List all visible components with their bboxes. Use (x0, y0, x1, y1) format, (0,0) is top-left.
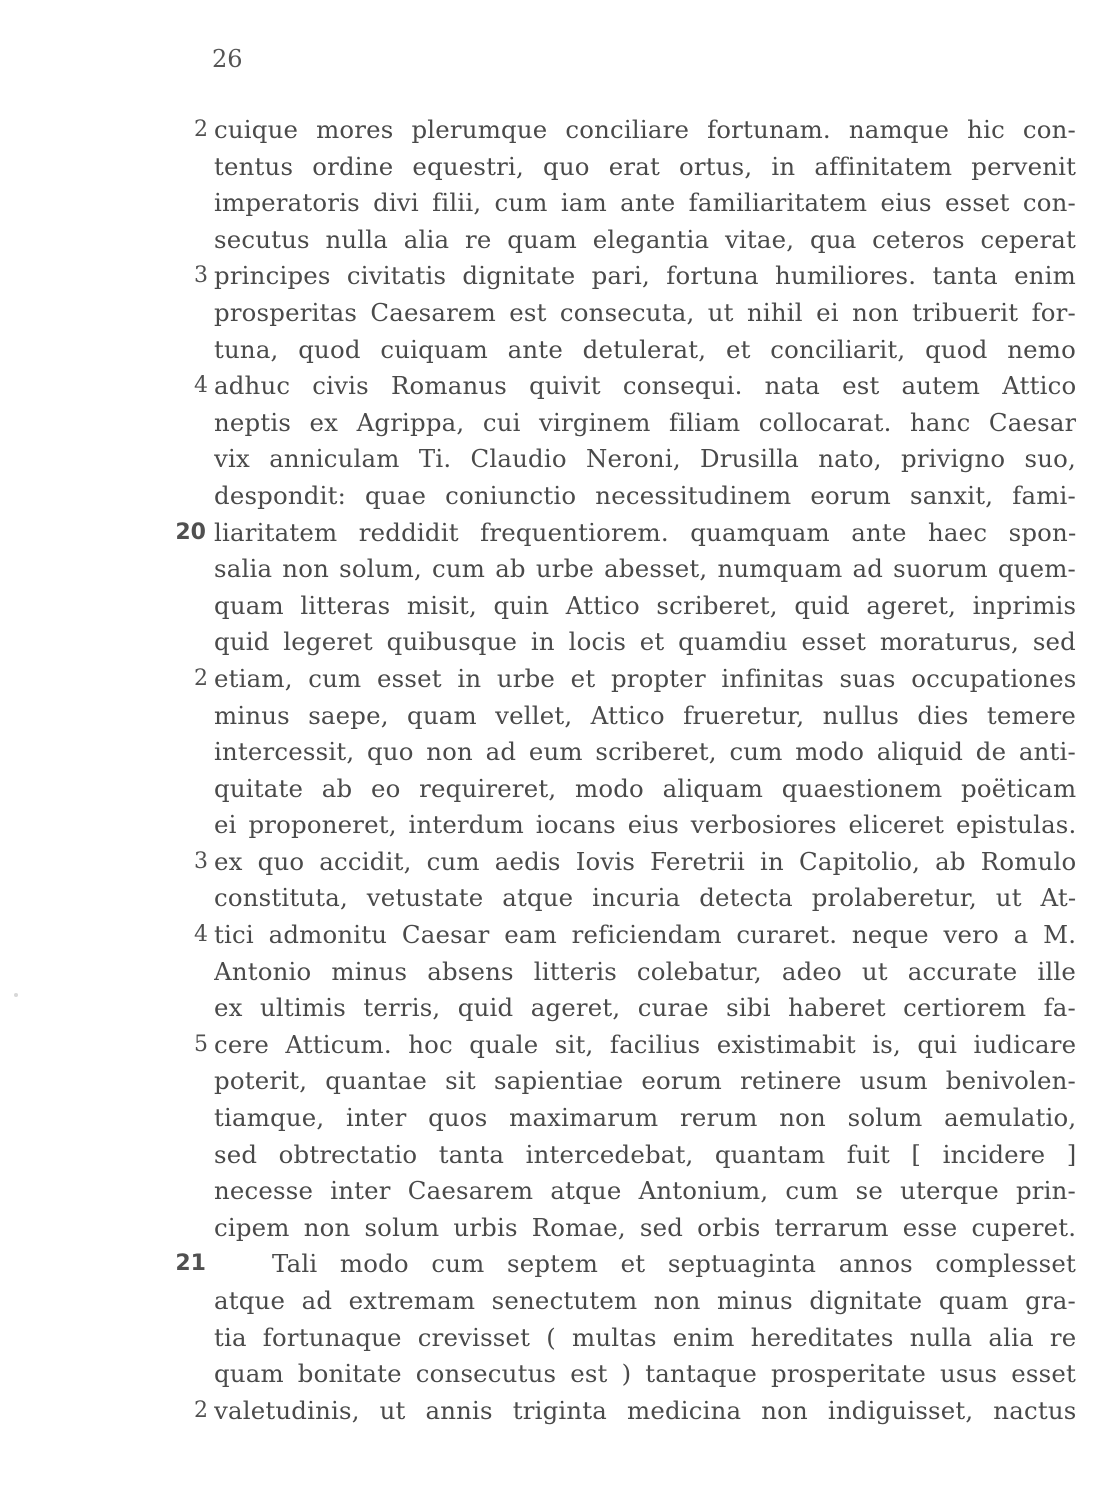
text-line (0, 478, 1108, 515)
line-text: cipem non solum urbis Romae, sed orbis terrarum esse cuperet. (214, 1212, 1076, 1242)
text-line (0, 185, 1108, 222)
line-text: prosperitas Caesarem est consecuta, ut nihil ei non tribuerit for- (214, 297, 1076, 327)
line-text: ex quo accidit, cum aedis Iovis Feretrii in Capitolio, ab Romulo (214, 846, 1076, 876)
line-text: necesse inter Caesarem atque Antonium, cum se uterque prin- (214, 1176, 1076, 1206)
section-number: 2 (194, 1397, 208, 1423)
text-line (0, 1210, 1108, 1247)
line-text: intercessit, quo non ad eum scriberet, cum modo aliquid de anti- (214, 737, 1076, 767)
text-line (0, 405, 1108, 442)
text-line (0, 1137, 1108, 1174)
line-text: despondit: quae coniunctio necessitudinem eorum sanxit, fami- (214, 480, 1076, 510)
line-text: etiam, cum esset in urbe et propter infinitas suas occupationes (214, 663, 1076, 693)
page-number: 26 (212, 45, 243, 73)
text-line (0, 661, 1108, 698)
text-line (0, 332, 1108, 369)
line-text: sed obtrectatio tanta intercedebat, quantam fuit [ incidere ] (214, 1139, 1076, 1169)
text-line (0, 698, 1108, 735)
text-line (0, 1100, 1108, 1137)
section-number: 4 (194, 922, 208, 948)
line-text: poterit, quantae sit sapientiae eorum retinere usum benivolen- (214, 1066, 1076, 1096)
line-text: principes civitatis dignitate pari, fortuna humiliores. tanta enim (214, 261, 1076, 291)
line-text: ei proponeret, interdum iocans eius verbosiores eliceret epistulas. (214, 810, 1076, 840)
text-line (0, 990, 1108, 1027)
section-number: 5 (194, 1031, 208, 1057)
line-text: adhuc civis Romanus quivit consequi. nata est autem Attico (214, 371, 1076, 401)
line-text: tia fortunaque crevisset ( multas enim hereditates nulla alia re (214, 1322, 1076, 1352)
line-text: quam litteras misit, quin Attico scriberet, quid ageret, inprimis (214, 590, 1076, 620)
text-line (0, 588, 1108, 625)
section-number: 3 (194, 263, 208, 289)
text-line (0, 771, 1108, 808)
text-line (0, 368, 1108, 405)
text-line (0, 1356, 1108, 1393)
line-text: neptis ex Agrippa, cui virginem filiam collocarat. hanc Caesar (214, 407, 1076, 437)
line-text: quitate ab eo requireret, modo aliquam quaestionem poëticam (214, 773, 1076, 803)
line-text: cere Atticum. hoc quale sit, facilius existimabit is, qui iudicare (214, 1029, 1076, 1059)
section-number: 3 (194, 848, 208, 874)
text-line (0, 551, 1108, 588)
line-text: imperatoris divi filii, cum iam ante familiaritatem eius esset con- (214, 188, 1076, 218)
line-text: quam bonitate consecutus est ) tantaque prosperitate usus esset (214, 1359, 1076, 1389)
line-text: tiamque, inter quos maximarum rerum non solum aemulatio, (214, 1103, 1076, 1133)
text-line (0, 1173, 1108, 1210)
line-text: vix anniculam Ti. Claudio Neroni, Drusilla nato, privigno suo, (214, 444, 1076, 474)
line-text: liaritatem reddidit frequentiorem. quamquam ante haec spon- (214, 517, 1076, 547)
text-line (0, 880, 1108, 917)
text-line (0, 954, 1108, 991)
text-line (0, 1320, 1108, 1357)
text-line (0, 844, 1108, 881)
line-text: tentus ordine equestri, quo erat ortus, in affinitatem pervenit (214, 151, 1076, 181)
latin-text-block (0, 112, 1108, 1429)
line-text: minus saepe, quam vellet, Attico frueretur, nullus dies temere (214, 700, 1076, 730)
text-line (0, 917, 1108, 954)
chapter-number: 21 (175, 1251, 206, 1277)
text-line (0, 807, 1108, 844)
line-text: tici admonitu Caesar eam reficiendam curaret. neque vero a M. (214, 920, 1076, 950)
line-text: ex ultimis terris, quid ageret, curae sibi haberet certiorem fa- (214, 993, 1076, 1023)
section-number: 2 (194, 665, 208, 691)
paper-speck (14, 993, 18, 997)
text-line (0, 112, 1108, 149)
text-line (0, 149, 1108, 186)
text-line (0, 1027, 1108, 1064)
line-text: quid legeret quibusque in locis et quamdiu esset moraturus, sed (214, 627, 1076, 657)
text-line (0, 1063, 1108, 1100)
line-text: secutus nulla alia re quam elegantia vitae, qua ceteros ceperat (214, 224, 1076, 254)
text-line (0, 734, 1108, 771)
line-text: atque ad extremam senectutem non minus dignitate quam gra- (214, 1286, 1076, 1315)
line-text: constituta, vetustate atque incuria detecta prolaberetur, ut At- (214, 883, 1076, 913)
line-text: valetudinis, ut annis triginta medicina non indiguisset, nactus (214, 1395, 1076, 1425)
text-line (0, 295, 1108, 332)
text-line (0, 222, 1108, 259)
line-text: Tali modo cum septem et septuaginta annos complesset (272, 1249, 1076, 1279)
line-text: tuna, quod cuiquam ante detulerat, et conciliarit, quod nemo (214, 334, 1076, 364)
line-text: Antonio minus absens litteris colebatur, adeo ut accurate ille (214, 956, 1076, 986)
line-text: salia non solum, cum ab urbe abesset, numquam ad suorum quem- (214, 554, 1076, 584)
chapter-number: 20 (175, 519, 206, 545)
text-line (0, 1393, 1108, 1430)
text-line (0, 441, 1108, 478)
section-number: 2 (194, 117, 208, 142)
line-text: cuique mores plerumque conciliare fortunam. namque hic con- (214, 115, 1076, 144)
section-number: 4 (194, 373, 208, 399)
text-line (0, 515, 1108, 552)
text-line (0, 1283, 1108, 1320)
text-line (0, 624, 1108, 661)
text-line (0, 258, 1108, 295)
text-line (0, 1246, 1108, 1283)
